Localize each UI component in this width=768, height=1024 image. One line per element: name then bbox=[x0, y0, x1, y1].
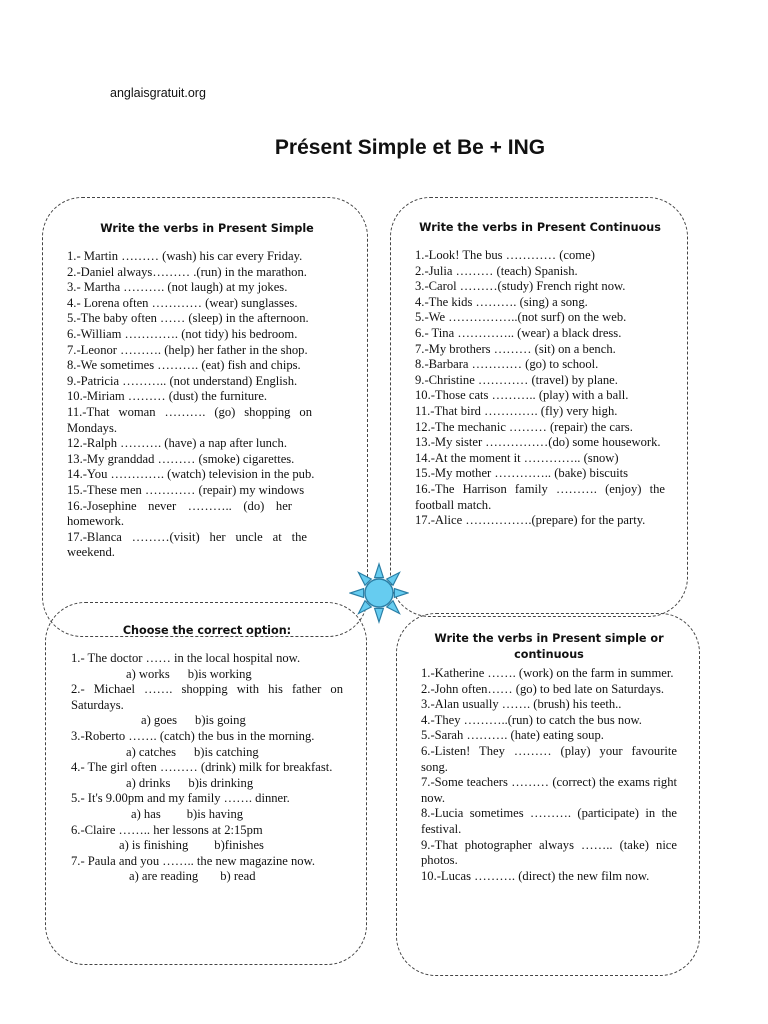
list-item: 4.- Lorena often ………… (wear) sunglasses. bbox=[67, 295, 298, 310]
question-item bbox=[71, 791, 343, 822]
sun-ray bbox=[350, 589, 364, 598]
option-a: a) works bbox=[126, 666, 170, 681]
list-item: 5.-We ……………..(not surf) on the web. bbox=[415, 310, 627, 325]
simple-or-continuous-list bbox=[421, 666, 677, 884]
question-item bbox=[71, 854, 343, 885]
list-item: 14.-You …………. (watch) television in the pub. bbox=[67, 467, 315, 482]
list-item: 13.-My sister ……………(do) some housework. bbox=[415, 435, 661, 450]
list-item: 8.-Lucia sometimes ………. (participate) in the festival. bbox=[421, 806, 677, 836]
simple-or-continuous-box bbox=[396, 613, 700, 976]
question-item bbox=[71, 682, 343, 729]
question-text: 4.- The girl often ……… (drink) milk for breakfast. bbox=[71, 760, 333, 775]
list-item: 1.-Look! The bus ………… (come) bbox=[415, 248, 595, 262]
sun-ray bbox=[375, 608, 384, 622]
question-text: 2.- Michael ……. shopping with his father on Saturdays. bbox=[71, 682, 343, 712]
option-b: b)is going bbox=[195, 713, 246, 728]
list-item: 12.-Ralph ………. (have) a nap after lunch. bbox=[67, 436, 287, 451]
option-b: b) read bbox=[220, 869, 256, 884]
list-item: 1.-Katherine ……. (work) on the farm in summer. bbox=[421, 666, 674, 680]
list-item: 4.-They ………..(run) to catch the bus now. bbox=[421, 712, 642, 727]
option-a: a) goes bbox=[141, 713, 178, 728]
site-name: anglaisgratuit.org bbox=[110, 86, 206, 100]
list-item: 3.-Alan usually ……. (brush) his teeth.. bbox=[421, 697, 622, 712]
list-item: 16.-Josephine never ……….. (do) her homework. bbox=[67, 498, 292, 529]
sun-ray bbox=[394, 589, 408, 598]
choose-option-list bbox=[71, 651, 343, 885]
list-item: 11.-That bird …………. (fly) very high. bbox=[415, 403, 618, 418]
list-item: 16.-The Harrison family ………. (enjoy) the football match. bbox=[415, 481, 665, 512]
list-item: 8.-We sometimes ………. (eat) fish and chips. bbox=[67, 358, 301, 373]
list-item: 10.-Lucas ………. (direct) the new film now. bbox=[421, 868, 650, 883]
option-a: a) drinks bbox=[126, 775, 171, 790]
question-item bbox=[71, 760, 343, 791]
question-text: 7.- Paula and you …….. the new magazine now. bbox=[71, 853, 315, 868]
list-item: 2.-John often…… (go) to bed late on Saturdays. bbox=[421, 681, 665, 696]
option-b: b)finishes bbox=[214, 838, 264, 853]
present-simple-box bbox=[42, 197, 368, 637]
list-item: 6.- Tina ………….. (wear) a black dress. bbox=[415, 325, 622, 340]
list-item: 1.- Martin ……… (wash) his car every Friday. bbox=[67, 249, 303, 263]
list-item: 9.-Christine ………… (travel) by plane. bbox=[415, 372, 618, 387]
question-text: 3.-Roberto ……. (catch) the bus in the morning. bbox=[71, 728, 315, 743]
list-item: 15.-My mother ………….. (bake) biscuits bbox=[415, 466, 629, 481]
list-item: 3.- Martha ………. (not laugh) at my jokes. bbox=[67, 280, 288, 295]
present-simple-list bbox=[67, 249, 347, 561]
list-item: 6.-Listen! They ……… (play) your favourite song. bbox=[421, 743, 677, 774]
list-item: 2.-Daniel always……… .(run) in the marathon. bbox=[67, 264, 307, 279]
list-item: 7.-Leonor ………. (help) her father in the shop. bbox=[67, 342, 308, 357]
option-b: b)is drinking bbox=[188, 775, 254, 790]
list-item: 13.-My granddad ……… (smoke) cigarettes. bbox=[67, 451, 295, 466]
list-item: 9.-Patricia ……….. (not understand) English. bbox=[67, 373, 298, 388]
list-item: 11.-That woman ………. (go) shopping on Mondays. bbox=[67, 404, 312, 435]
list-item: 17.-Blanca ………(visit) her uncle at the weekend. bbox=[67, 529, 307, 560]
list-item: 10.-Miriam ……… (dust) the furniture. bbox=[67, 389, 268, 404]
sun-core bbox=[365, 579, 393, 607]
question-item bbox=[71, 729, 343, 760]
question-item bbox=[71, 651, 343, 682]
present-continuous-box bbox=[390, 197, 688, 617]
present-continuous-list bbox=[415, 248, 665, 529]
list-item: 5.-The baby often …… (sleep) in the afternoon. bbox=[67, 311, 309, 326]
list-item: 17.-Alice …………….(prepare) for the party. bbox=[415, 513, 646, 528]
list-item: 10.-Those cats ……….. (play) with a ball. bbox=[415, 388, 629, 403]
list-item: 14.-At the moment it ………….. (snow) bbox=[415, 450, 619, 465]
list-item: 2.-Julia ……… (teach) Spanish. bbox=[415, 263, 578, 278]
list-item: 15.-These men ………… (repair) my windows bbox=[67, 482, 305, 497]
list-item: 7.-Some teachers ……… (correct) the exams right now. bbox=[421, 775, 677, 805]
option-b: b)is having bbox=[186, 806, 244, 821]
question-text: 6.-Claire …….. her lessons at 2:15pm bbox=[71, 822, 263, 837]
simple-or-continuous-heading: Write the verbs in Present simple or continuous bbox=[434, 632, 664, 661]
option-a: a) has bbox=[131, 806, 161, 821]
list-item: 3.-Carol ………(study) French right now. bbox=[415, 279, 626, 294]
list-item: 12.-The mechanic ……… (repair) the cars. bbox=[415, 419, 633, 434]
list-item: 7.-My brothers ……… (sit) on a bench. bbox=[415, 341, 616, 356]
question-text: 5.- It's 9.00pm and my family ……. dinner. bbox=[71, 791, 290, 806]
option-b: b)is working bbox=[187, 666, 252, 681]
question-item bbox=[71, 823, 343, 854]
option-b: b)is catching bbox=[194, 744, 259, 759]
page-title: Présent Simple et Be + ING bbox=[274, 136, 546, 159]
list-item: 9.-That photographer always …….. (take) nice photos. bbox=[421, 837, 677, 868]
list-item: 8.-Barbara ………… (go) to school. bbox=[415, 357, 599, 372]
list-item: 4.-The kids ………. (sing) a song. bbox=[415, 294, 588, 309]
present-simple-heading: Write the verbs in Present Simple bbox=[100, 222, 314, 235]
list-item: 6.-William …………. (not tidy) his bedroom. bbox=[67, 326, 298, 341]
option-a: a) are reading bbox=[129, 869, 199, 884]
list-item: 5.-Sarah ………. (hate) eating soup. bbox=[421, 728, 604, 743]
sun-icon bbox=[349, 562, 409, 624]
choose-option-heading: Choose the correct option: bbox=[122, 624, 292, 637]
option-a: a) catches bbox=[126, 744, 176, 759]
present-continuous-heading: Write the verbs in Present Continuous bbox=[419, 221, 661, 234]
option-a: a) is finishing bbox=[119, 838, 189, 853]
choose-option-box bbox=[45, 602, 367, 965]
sun-ray bbox=[375, 564, 384, 578]
question-text: 1.- The doctor …… in the local hospital now. bbox=[71, 651, 301, 665]
